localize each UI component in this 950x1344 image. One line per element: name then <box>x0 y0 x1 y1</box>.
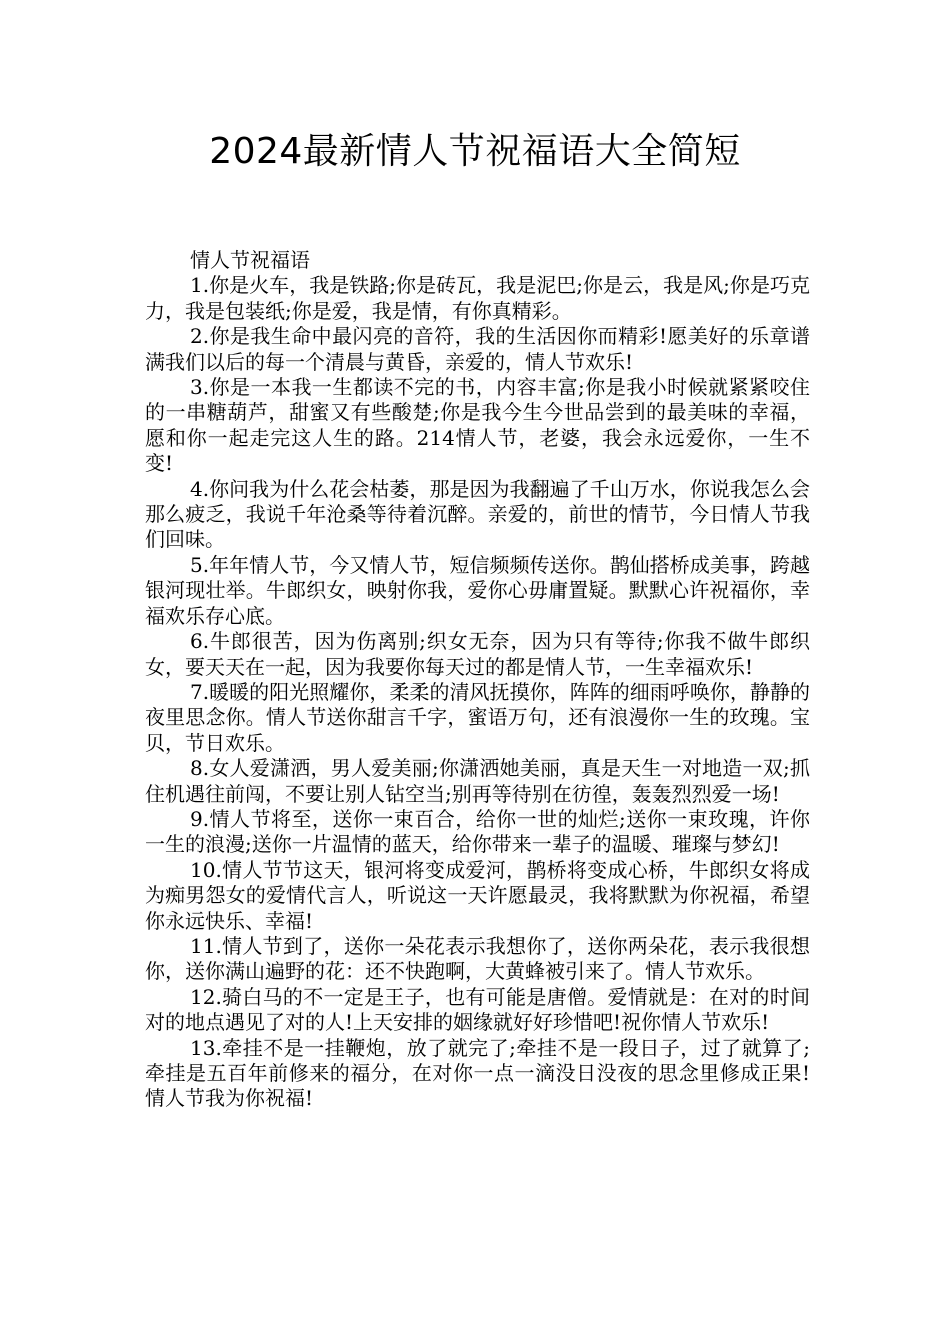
paragraph-6: 6.牛郎很苦，因为伤离别;织女无奈，因为只有等待;你我不做牛郎织女，要天天在一起，因为我要你每天过的都是情人节，一生幸福欢乐! <box>145 629 810 679</box>
paragraph-2: 2.你是我生命中最闪亮的音符，我的生活因你而精彩!愿美好的乐章谱满我们以后的每一个清晨与黄昏，亲爱的，情人节欢乐! <box>145 324 810 374</box>
paragraph-8: 8.女人爱潇洒，男人爱美丽;你潇洒她美丽，真是天生一对地造一双;抓住机遇往前闯，不要让别人钻空当;别再等待别在彷徨，轰轰烈烈爱一场! <box>145 756 810 806</box>
paragraph-13: 13.牵挂不是一挂鞭炮，放了就完了;牵挂不是一段日子，过了就算了;牵挂是五百年前修来的福分，在对你一点一滴没日没夜的思念里修成正果!情人节我为你祝福! <box>145 1035 810 1111</box>
paragraph-1: 1.你是火车，我是铁路;你是砖瓦，我是泥巴;你是云，我是风;你是巧克力，我是包装纸;你是爱，我是情，有你真精彩。 <box>145 273 810 323</box>
section-heading: 情人节祝福语 <box>190 248 310 272</box>
paragraph-4: 4.你问我为什么花会枯萎，那是因为我翻遍了千山万水，你说我怎么会那么疲乏，我说千年沧桑等待着沉醉。亲爱的，前世的情节，今日情人节我们回味。 <box>145 476 810 552</box>
document-title: 2024最新情人节祝福语大全简短 <box>209 131 741 172</box>
paragraph-5: 5.年年情人节，今又情人节，短信频频传送你。鹊仙搭桥成美事，跨越银河现壮举。牛郎织女，映射你我，爱你心毋庸置疑。默默心许祝福你，幸福欢乐存心底。 <box>145 552 810 628</box>
paragraph-3: 3.你是一本我一生都读不完的书，内容丰富;你是我小时候就紧紧咬住的一串糖葫芦，甜蜜又有些酸楚;你是我今生今世品尝到的最美味的幸福，愿和你一起走完这人生的路。214情人节，老婆，我会永远爱你，一生不变! <box>145 375 810 476</box>
paragraph-10: 10.情人节节这天，银河将变成爱河，鹊桥将变成心桥，牛郎织女将成为痴男怨女的爱情代言人，听说这一天许愿最灵，我将默默为你祝福，希望你永远快乐、幸福! <box>145 857 810 933</box>
paragraph-12: 12.骑白马的不一定是王子，也有可能是唐僧。爱情就是：在对的时间对的地点遇见了对的人!上天安排的姻缘就好好珍惜吧!祝你情人节欢乐! <box>145 984 810 1035</box>
paragraph-7: 7.暖暖的阳光照耀你，柔柔的清风抚摸你，阵阵的细雨呼唤你，静静的夜里思念你。情人节送你甜言千字，蜜语万句，还有浪漫你一生的玫瑰。宝贝，节日欢乐。 <box>145 679 810 755</box>
document-body <box>145 248 810 1112</box>
paragraph-9: 9.情人节将至，送你一束百合，给你一世的灿烂;送你一束玫瑰，许你一生的浪漫;送你一片温情的蓝天，给你带来一辈子的温暖、璀璨与梦幻! <box>145 806 810 857</box>
paragraph-11: 11.情人节到了，送你一朵花表示我想你了，送你两朵花，表示我很想你，送你满山遍野的花：还不快跑啊，大黄蜂被引来了。情人节欢乐。 <box>145 933 810 984</box>
